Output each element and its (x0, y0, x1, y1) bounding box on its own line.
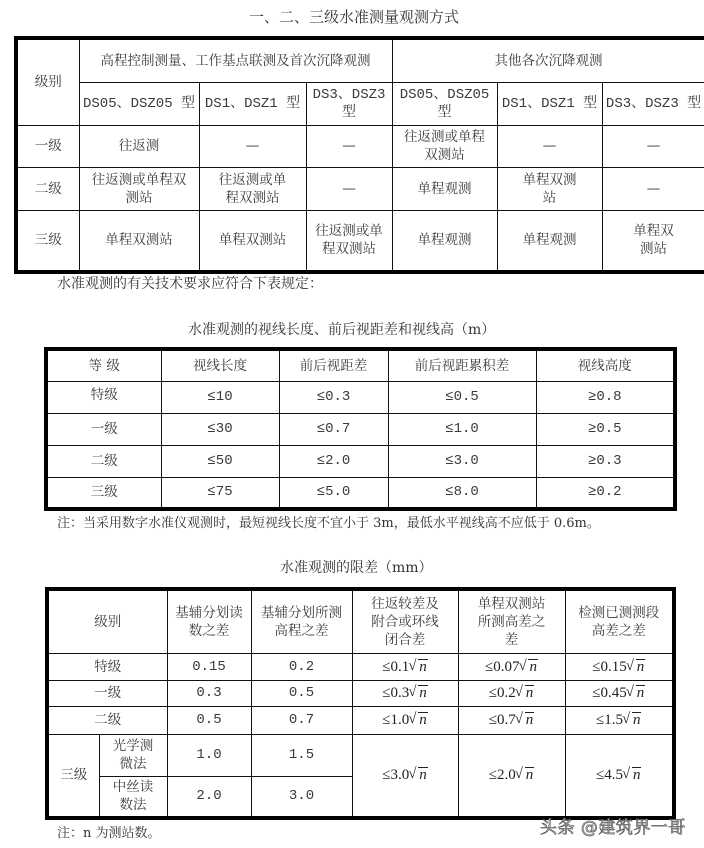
cell: 往返测或单程双测站 (79, 167, 199, 210)
table-row (46, 445, 675, 477)
cell: ≤50 (161, 445, 279, 477)
cell: 往返测或单程双测站 (306, 210, 392, 272)
table-row (47, 680, 674, 706)
intro-text: 水准观测的有关技术要求应符合下表规定： (57, 276, 323, 292)
cell: 单程双测站 (199, 210, 306, 272)
grade-cell: 一级 (46, 413, 161, 445)
column-header: 等 级 (46, 349, 161, 381)
sqrt-icon: √ n (409, 766, 428, 784)
cell: 单程观测 (392, 210, 497, 272)
cell: 往返测或单程双测站 (199, 167, 306, 210)
tolerance-table (45, 587, 676, 820)
column-header: 检测已测测段高差之差 (565, 589, 674, 653)
cell: ≥0.8 (536, 381, 675, 413)
column-header: 视线高度 (536, 349, 675, 381)
instrument-header: DS3、DSZ3 型 (306, 82, 392, 125)
cell: 单程双测站 (602, 210, 704, 272)
grade-cell: 特级 (47, 653, 167, 680)
cell: — (199, 125, 306, 167)
formula-cell: ≤2.0 √ n (458, 734, 565, 818)
method-cell: 中丝读数法 (99, 776, 167, 818)
table-row (47, 653, 674, 680)
column-header: 单程双测站所测高差之差 (458, 589, 565, 653)
grade-cell: 三级 (16, 210, 79, 272)
formula-cell: ≤0.45 √ n (565, 680, 674, 706)
sqrt-icon: √ n (519, 658, 538, 676)
instrument-header: DS1、DSZ1 型 (497, 82, 602, 125)
instrument-header: DS05、DSZ05 型 (392, 82, 497, 125)
cell: 单程双测站 (79, 210, 199, 272)
table3-title: 水准观测的限差（mm） (280, 560, 433, 576)
cell: — (497, 125, 602, 167)
cell: ≤10 (161, 381, 279, 413)
cell: ≤75 (161, 477, 279, 509)
watermark: 头条 @建筑界一哥 (540, 818, 686, 838)
grade-cell: 二级 (47, 706, 167, 734)
column-header: 前后视距差 (279, 349, 388, 381)
cell: — (602, 167, 704, 210)
formula-cell: ≤4.5 √ n (565, 734, 674, 818)
cell: 0.15 (167, 653, 251, 680)
table-row (46, 477, 675, 509)
table3-note: 注：n 为测站数。 (57, 826, 161, 841)
formula-cell: ≤0.7 √ n (458, 706, 565, 734)
method-cell: 光学测微法 (99, 734, 167, 776)
cell: ≤8.0 (388, 477, 536, 509)
cell: ≤30 (161, 413, 279, 445)
cell: 3.0 (251, 776, 352, 818)
instrument-header: DS05、DSZ05 型 (79, 82, 199, 125)
cell: ≤0.7 (279, 413, 388, 445)
table-row (16, 210, 704, 272)
table-row (16, 167, 704, 210)
table-row (47, 706, 674, 734)
cell: ≤5.0 (279, 477, 388, 509)
cell: 单程观测 (497, 210, 602, 272)
formula-cell: ≤0.3 √ n (352, 680, 458, 706)
formula-cell: ≤3.0 √ n (352, 734, 458, 818)
sqrt-icon: √ n (623, 711, 642, 729)
cell: — (602, 125, 704, 167)
grade-cell: 特级 (46, 381, 161, 413)
sqrt-icon: √ n (409, 711, 428, 729)
sqrt-icon: √ n (516, 684, 535, 702)
grade-cell: 一级 (47, 680, 167, 706)
cell: 单程双测站 (497, 167, 602, 210)
instrument-header: DS3、DSZ3 型 (602, 82, 704, 125)
cell: 1.5 (251, 734, 352, 776)
cell: ≤2.0 (279, 445, 388, 477)
cell: 0.2 (251, 653, 352, 680)
cell: ≤0.3 (279, 381, 388, 413)
formula-cell: ≤0.1 √ n (352, 653, 458, 680)
cell: ≤1.0 (388, 413, 536, 445)
cell: ≥0.3 (536, 445, 675, 477)
sqrt-icon: √ n (623, 766, 642, 784)
table-row (16, 125, 704, 167)
table-row (46, 381, 675, 413)
formula-cell: ≤0.07 √ n (458, 653, 565, 680)
formula-cell: ≤1.5 √ n (565, 706, 674, 734)
cell: ≤3.0 (388, 445, 536, 477)
formula-cell: ≤0.15 √ n (565, 653, 674, 680)
sqrt-icon: √ n (516, 766, 535, 784)
sqrt-icon: √ n (627, 684, 646, 702)
cell: 往返测 (79, 125, 199, 167)
table-row (47, 734, 674, 776)
grade-cell: 三级 (46, 477, 161, 509)
column-header: 基辅分划所测高程之差 (251, 589, 352, 653)
sqrt-icon: √ n (409, 684, 428, 702)
formula-cell: ≤0.2 √ n (458, 680, 565, 706)
column-header: 基辅分划读数之差 (167, 589, 251, 653)
sqrt-icon: √ n (627, 658, 646, 676)
table1-title: 一、二、三级水准测量观测方式 (249, 8, 460, 26)
table-row (46, 413, 675, 445)
cell: ≥0.2 (536, 477, 675, 509)
sqrt-icon: √ n (409, 658, 428, 676)
column-header: 往返较差及附合或环线闭合差 (352, 589, 458, 653)
sqrt-icon: √ n (516, 711, 535, 729)
column-header: 视线长度 (161, 349, 279, 381)
grade-cell: 三级 (47, 734, 99, 818)
grade-cell: 二级 (46, 445, 161, 477)
cell: 单程观测 (392, 167, 497, 210)
cell: 0.5 (251, 680, 352, 706)
cell: ≥0.5 (536, 413, 675, 445)
instrument-header: DS1、DSZ1 型 (199, 82, 306, 125)
cell: — (306, 167, 392, 210)
grade-header: 级别 (16, 38, 79, 125)
group-header-initial: 高程控制测量、工作基点联测及首次沉降观测 (79, 38, 392, 82)
cell: — (306, 125, 392, 167)
cell: 2.0 (167, 776, 251, 818)
grade-cell: 二级 (16, 167, 79, 210)
cell: 0.5 (167, 706, 251, 734)
observation-method-table (14, 36, 704, 274)
cell: 往返测或单程双测站 (392, 125, 497, 167)
table2-title: 水准观测的视线长度、前后视距差和视线高（m） (188, 322, 496, 338)
column-header: 级别 (47, 589, 167, 653)
table2-note: 注：当采用数字水准仪观测时，最短视线长度不宜小于 3m，最低水平视线高不应低于 0.6m。 (57, 516, 600, 531)
formula-cell: ≤1.0 √ n (352, 706, 458, 734)
sight-distance-table (44, 347, 677, 511)
cell: 0.3 (167, 680, 251, 706)
group-header-subsequent: 其他各次沉降观测 (392, 38, 704, 82)
cell: 1.0 (167, 734, 251, 776)
cell: ≤0.5 (388, 381, 536, 413)
grade-cell: 一级 (16, 125, 79, 167)
cell: 0.7 (251, 706, 352, 734)
column-header: 前后视距累积差 (388, 349, 536, 381)
